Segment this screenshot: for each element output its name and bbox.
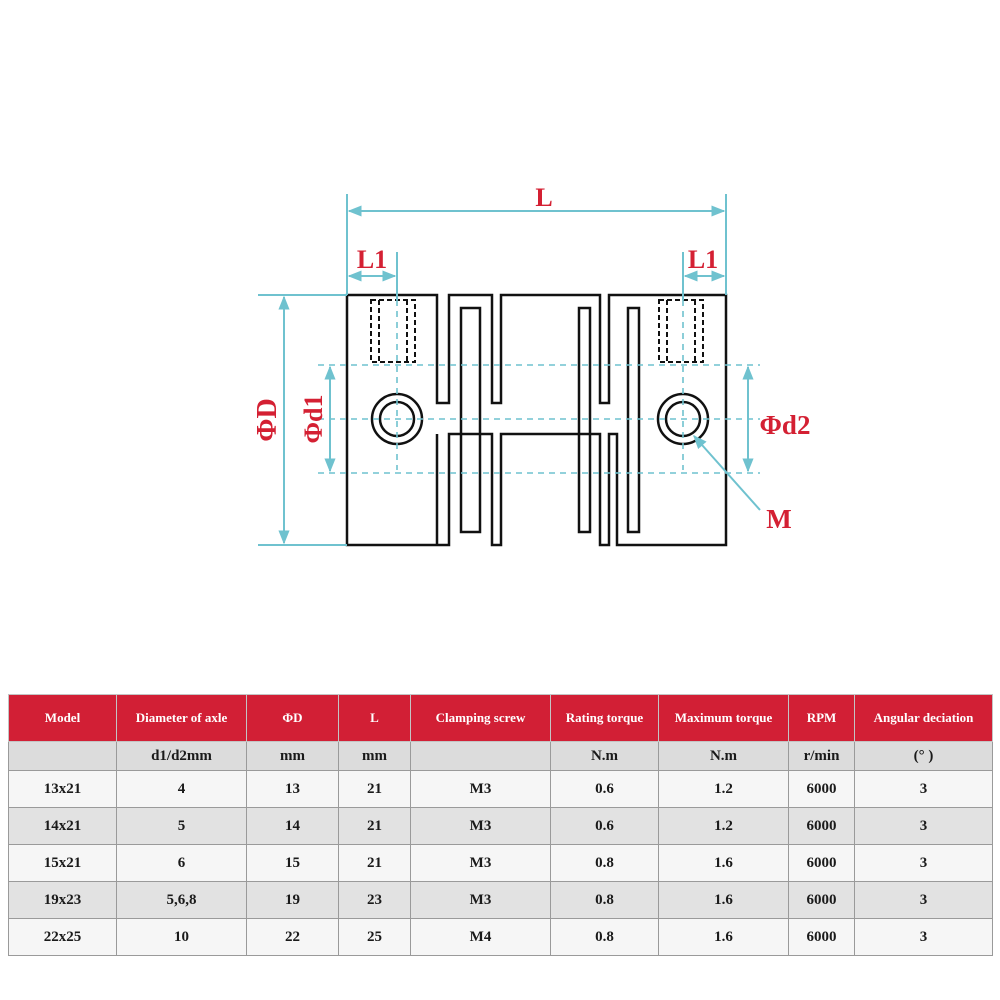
center-lines (318, 300, 760, 473)
unit-cell: d1/d2mm (117, 742, 247, 771)
cell-angular-deviation: 3 (855, 919, 993, 956)
unit-cell: N.m (659, 742, 789, 771)
col-rating-torque: Rating torque (551, 695, 659, 742)
label-L1-left: L1 (356, 245, 388, 274)
cell-axle-diameter: 5,6,8 (117, 882, 247, 919)
left-set-screw-hole (371, 300, 415, 362)
unit-cell: (° ) (855, 742, 993, 771)
col-rpm: RPM (789, 695, 855, 742)
cell-clamping-screw: M3 (411, 771, 551, 808)
cell-max-torque: 1.6 (659, 919, 789, 956)
cell-max-torque: 1.6 (659, 845, 789, 882)
cell-rating-torque: 0.8 (551, 882, 659, 919)
cell-max-torque: 1.2 (659, 808, 789, 845)
unit-cell (9, 742, 117, 771)
cell-L: 23 (339, 882, 411, 919)
cell-L: 21 (339, 808, 411, 845)
table-units-row (9, 742, 993, 771)
cell-model: 13x21 (9, 771, 117, 808)
unit-cell: mm (339, 742, 411, 771)
col-angular-deviation: Angular deciation (855, 695, 993, 742)
col-L: L (339, 695, 411, 742)
cell-rating-torque: 0.6 (551, 808, 659, 845)
cell-clamping-screw: M3 (411, 882, 551, 919)
center-slit (579, 308, 590, 532)
col-model: Model (9, 695, 117, 742)
label-L: L (535, 183, 553, 212)
table-row (9, 919, 993, 956)
dimension-lines (258, 194, 760, 545)
cell-rpm: 6000 (789, 771, 855, 808)
cell-model: 22x25 (9, 919, 117, 956)
cell-angular-deviation: 3 (855, 845, 993, 882)
table-row (9, 845, 993, 882)
cell-L: 25 (339, 919, 411, 956)
left-hub-outline (347, 295, 726, 545)
label-M: M (766, 504, 792, 534)
cell-angular-deviation: 3 (855, 771, 993, 808)
cell-max-torque: 1.6 (659, 882, 789, 919)
cell-model: 19x23 (9, 882, 117, 919)
cell-rpm: 6000 (789, 808, 855, 845)
label-phid1: Φd1 (299, 394, 328, 444)
label-phiD: ΦD (252, 398, 283, 442)
cell-angular-deviation: 3 (855, 808, 993, 845)
cell-phiD: 13 (247, 771, 339, 808)
cell-clamping-screw: M3 (411, 845, 551, 882)
cell-clamping-screw: M4 (411, 919, 551, 956)
cell-rpm: 6000 (789, 882, 855, 919)
cell-rating-torque: 0.6 (551, 771, 659, 808)
cell-phiD: 22 (247, 919, 339, 956)
cell-axle-diameter: 4 (117, 771, 247, 808)
unit-cell: N.m (551, 742, 659, 771)
col-axle-diameter: Diameter of axle (117, 695, 247, 742)
cell-axle-diameter: 6 (117, 845, 247, 882)
col-clamping-screw: Clamping screw (411, 695, 551, 742)
cell-phiD: 15 (247, 845, 339, 882)
specification-table (8, 694, 993, 956)
unit-cell: mm (247, 742, 339, 771)
coupling-body (347, 295, 726, 545)
cell-phiD: 19 (247, 882, 339, 919)
cell-max-torque: 1.2 (659, 771, 789, 808)
table-row (9, 771, 993, 808)
cell-L: 21 (339, 771, 411, 808)
cell-axle-diameter: 5 (117, 808, 247, 845)
table-row (9, 882, 993, 919)
label-L1-right: L1 (687, 245, 719, 274)
cell-rating-torque: 0.8 (551, 845, 659, 882)
unit-cell (411, 742, 551, 771)
col-max-torque: Maximum torque (659, 695, 789, 742)
right-coil-slit (628, 308, 639, 532)
unit-cell: r/min (789, 742, 855, 771)
cell-model: 15x21 (9, 845, 117, 882)
cell-rpm: 6000 (789, 845, 855, 882)
label-phid2: Φd2 (759, 410, 811, 440)
cell-L: 21 (339, 845, 411, 882)
left-coil-slit (461, 308, 480, 532)
cell-rating-torque: 0.8 (551, 919, 659, 956)
col-phiD: ΦD (247, 695, 339, 742)
cell-clamping-screw: M3 (411, 808, 551, 845)
right-set-screw-hole (659, 300, 703, 362)
cell-rpm: 6000 (789, 919, 855, 956)
table-row (9, 808, 993, 845)
cell-axle-diameter: 10 (117, 919, 247, 956)
cell-angular-deviation: 3 (855, 882, 993, 919)
cell-phiD: 14 (247, 808, 339, 845)
cell-model: 14x21 (9, 808, 117, 845)
table-header-row (9, 695, 993, 742)
